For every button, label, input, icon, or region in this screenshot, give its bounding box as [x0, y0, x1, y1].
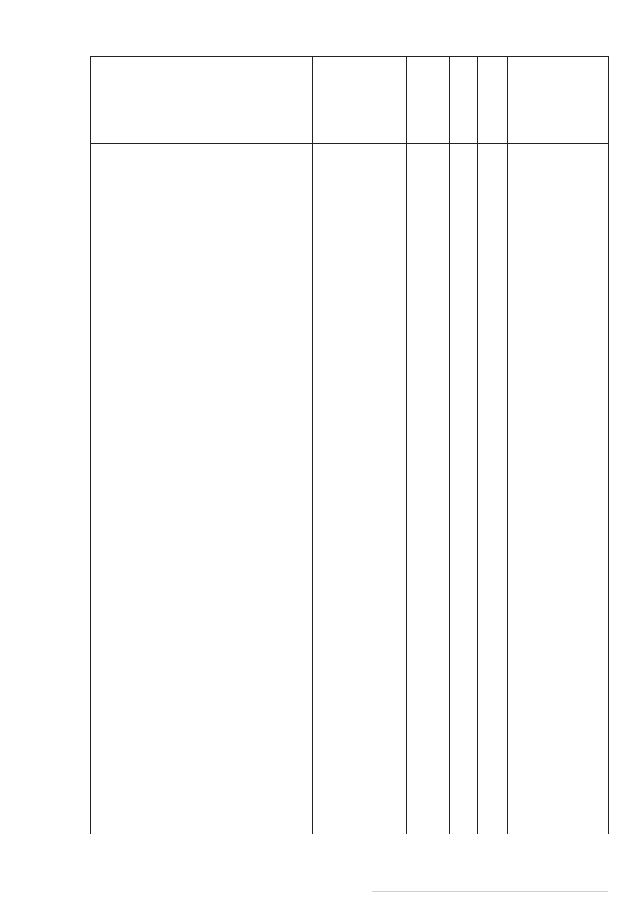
col-divider-code [406, 56, 407, 834]
col-divider-name [312, 56, 313, 834]
header-expense-group [412, 58, 442, 158]
footer-line [372, 891, 608, 892]
table-left-border [90, 56, 91, 834]
header-section [456, 52, 471, 152]
table-right-border [608, 56, 609, 834]
table-top-border [90, 56, 609, 57]
col-divider-section [477, 56, 478, 834]
col-divider-subsection [507, 56, 508, 834]
col-divider-group [449, 56, 450, 834]
header-target-article [344, 58, 374, 158]
header-subsection [486, 52, 501, 152]
